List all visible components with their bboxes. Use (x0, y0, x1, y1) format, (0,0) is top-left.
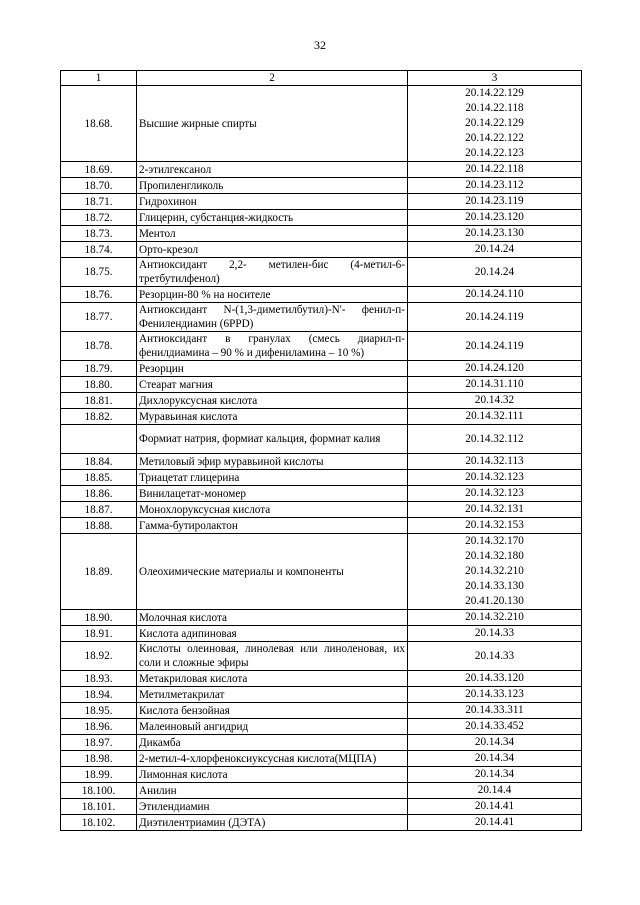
row-number: 18.74. (61, 242, 137, 258)
table-row (61, 258, 582, 287)
code-value: 20.14.24.119 (465, 310, 524, 323)
code-value: 20.14.33.311 (465, 704, 524, 716)
code-value: 20.14.24.110 (465, 288, 524, 300)
table-row (61, 534, 582, 610)
row-codes (408, 454, 582, 470)
row-codes (408, 393, 582, 409)
column-header-1: 1 (61, 71, 137, 86)
row-codes (408, 719, 582, 735)
row-name: Стеарат магния (137, 377, 408, 393)
row-number: 18.75. (61, 258, 137, 287)
table-row (61, 703, 582, 719)
row-codes (408, 226, 582, 242)
table-row (61, 393, 582, 409)
code-value: 20.14.22.129 (465, 117, 524, 129)
row-codes (408, 377, 582, 393)
row-name: 2-метил-4-хлорфеноксиуксусная кислота(МЦПА) (137, 751, 408, 767)
table-row (61, 226, 582, 242)
code-value: 20.14.22.129 (465, 87, 524, 99)
table-row (61, 719, 582, 735)
code-value: 20.14.32.210 (465, 611, 524, 623)
row-name: Дикамба (137, 735, 408, 751)
code-value: 20.14.22.122 (465, 132, 524, 144)
row-codes (408, 178, 582, 194)
table-row (61, 287, 582, 303)
row-number: 18.86. (61, 486, 137, 502)
row-name: Ментол (137, 226, 408, 242)
row-codes (408, 518, 582, 534)
code-value: 20.14.22.123 (465, 147, 524, 159)
code-value: 20.14.32.111 (465, 410, 524, 422)
code-value: 20.14.32.113 (465, 455, 524, 467)
row-codes (408, 626, 582, 642)
code-value: 20.14.32.123 (465, 471, 524, 483)
table-body (61, 86, 582, 831)
code-value: 20.14.24.119 (465, 339, 524, 352)
row-number: 18.72. (61, 210, 137, 226)
table-header-row (61, 71, 582, 86)
row-codes (408, 303, 582, 332)
code-value: 20.14.34 (474, 768, 515, 780)
table-row (61, 470, 582, 486)
row-name: Резорцин (137, 361, 408, 377)
row-number (61, 425, 137, 454)
table-row (61, 735, 582, 751)
table-row (61, 210, 582, 226)
row-codes (408, 671, 582, 687)
table-row (61, 610, 582, 626)
row-name: Орто-крезол (137, 242, 408, 258)
row-number: 18.93. (61, 671, 137, 687)
code-value: 20.14.32.131 (465, 503, 524, 515)
row-name: Пропиленгликоль (137, 178, 408, 194)
table-row (61, 178, 582, 194)
code-value: 20.14.34 (474, 736, 515, 748)
code-value: 20.14.33.120 (465, 672, 524, 684)
row-number: 18.78. (61, 332, 137, 361)
row-number: 18.101. (61, 799, 137, 815)
row-codes (408, 86, 582, 162)
row-name: Гидрохинон (137, 194, 408, 210)
table-row (61, 303, 582, 332)
row-codes (408, 783, 582, 799)
table-row (61, 425, 582, 454)
row-number: 18.102. (61, 815, 137, 831)
table-row (61, 751, 582, 767)
row-codes (408, 751, 582, 767)
row-number: 18.73. (61, 226, 137, 242)
table-row (61, 642, 582, 671)
row-codes (408, 210, 582, 226)
row-codes (408, 687, 582, 703)
row-name: Триацетат глицерина (137, 470, 408, 486)
row-name: Винилацетат-мономер (137, 486, 408, 502)
row-name: Высшие жирные спирты (137, 86, 408, 162)
row-codes (408, 470, 582, 486)
row-codes (408, 799, 582, 815)
row-name: Глицерин, субстанция-жидкость (137, 210, 408, 226)
row-name: Метилметакрилат (137, 687, 408, 703)
row-name: Малеиновый ангидрид (137, 719, 408, 735)
row-name: Монохлоруксусная кислота (137, 502, 408, 518)
row-number: 18.71. (61, 194, 137, 210)
code-value: 20.14.32 (474, 394, 515, 406)
table-row (61, 815, 582, 831)
row-number: 18.85. (61, 470, 137, 486)
table-row (61, 162, 582, 178)
table-row (61, 626, 582, 642)
row-number: 18.97. (61, 735, 137, 751)
row-codes (408, 735, 582, 751)
row-codes (408, 815, 582, 831)
row-number: 18.94. (61, 687, 137, 703)
row-codes (408, 242, 582, 258)
table-row (61, 687, 582, 703)
code-value: 20.14.23.119 (465, 195, 524, 207)
row-name: Диэтилентриамин (ДЭТА) (137, 815, 408, 831)
row-number: 18.90. (61, 610, 137, 626)
table-row (61, 454, 582, 470)
table-row (61, 242, 582, 258)
code-value: 20.14.32.180 (465, 550, 524, 562)
code-value: 20.14.23.130 (465, 227, 524, 239)
document-table (60, 70, 582, 831)
table-row (61, 518, 582, 534)
row-number: 18.92. (61, 642, 137, 671)
table-row (61, 502, 582, 518)
row-name: Антиоксидант N-(1,3-диметилбутил)-N'- фенил-п-Фенилендиамин (6PPD) (137, 303, 408, 332)
code-value: 20.14.33.130 (465, 580, 524, 592)
row-number: 18.79. (61, 361, 137, 377)
row-number: 18.68. (61, 86, 137, 162)
row-codes (408, 642, 582, 671)
code-value: 20.14.33.452 (465, 720, 524, 732)
page-number: 32 (314, 38, 326, 52)
row-name: Кислоты олеиновая, линолевая или линоленовая, их соли и сложные эфиры (137, 642, 408, 671)
table-row (61, 783, 582, 799)
row-codes (408, 194, 582, 210)
row-codes (408, 287, 582, 303)
row-number: 18.84. (61, 454, 137, 470)
row-name: Метакриловая кислота (137, 671, 408, 687)
code-value: 20.14.41 (474, 800, 515, 812)
table-row (61, 194, 582, 210)
row-name: Антиоксидант 2,2- метилен-бис (4-метил-6-третбутилфенол) (137, 258, 408, 287)
row-codes (408, 332, 582, 361)
row-name: Антиоксидант в гранулах (смесь диарил-п-фенилдиамина – 90 % и дифениламина – 10 %) (137, 332, 408, 361)
row-number: 18.76. (61, 287, 137, 303)
row-name: Этилендиамин (137, 799, 408, 815)
row-number: 18.87. (61, 502, 137, 518)
row-name: Метиловый эфир муравьиной кислоты (137, 454, 408, 470)
row-number: 18.70. (61, 178, 137, 194)
table-row (61, 671, 582, 687)
code-value: 20.14.24 (474, 243, 515, 255)
row-name: Анилин (137, 783, 408, 799)
row-codes (408, 258, 582, 287)
table-row (61, 361, 582, 377)
row-number: 18.82. (61, 409, 137, 425)
row-name: Резорцин-80 % на носителе (137, 287, 408, 303)
row-name: Кислота адипиновая (137, 626, 408, 642)
row-name: Олеохимические материалы и компоненты (137, 534, 408, 610)
table-row (61, 409, 582, 425)
row-number: 18.77. (61, 303, 137, 332)
table-row (61, 486, 582, 502)
row-name: Дихлоруксусная кислота (137, 393, 408, 409)
code-value: 20.14.24 (474, 265, 515, 278)
code-value: 20.14.32.210 (465, 565, 524, 577)
code-value: 20.14.32.123 (465, 487, 524, 499)
row-number: 18.99. (61, 767, 137, 783)
table-row (61, 86, 582, 162)
code-value: 20.14.33.123 (465, 688, 524, 700)
row-number: 18.88. (61, 518, 137, 534)
row-number: 18.80. (61, 377, 137, 393)
row-number: 18.100. (61, 783, 137, 799)
row-name: Молочная кислота (137, 610, 408, 626)
row-number: 18.91. (61, 626, 137, 642)
row-codes (408, 610, 582, 626)
code-value: 20.14.33 (474, 649, 515, 662)
code-value: 20.14.31.110 (465, 378, 524, 390)
row-codes (408, 425, 582, 454)
table-row (61, 332, 582, 361)
row-number: 18.95. (61, 703, 137, 719)
row-name: Лимонная кислота (137, 767, 408, 783)
code-value: 20.14.33 (474, 627, 515, 639)
code-value: 20.14.32.112 (465, 432, 524, 445)
row-name: Кислота бензойная (137, 703, 408, 719)
row-name: Формиат натрия, формиат кальция, формиат калия (137, 425, 408, 454)
row-codes (408, 703, 582, 719)
row-number: 18.98. (61, 751, 137, 767)
code-value: 20.14.22.118 (465, 102, 524, 114)
code-value: 20.14.4 (477, 784, 512, 796)
table-row (61, 767, 582, 783)
row-number: 18.69. (61, 162, 137, 178)
row-codes (408, 409, 582, 425)
row-codes (408, 162, 582, 178)
row-name: 2-этилгексанол (137, 162, 408, 178)
code-value: 20.14.41 (474, 816, 515, 828)
row-number: 18.96. (61, 719, 137, 735)
table-row (61, 799, 582, 815)
code-value: 20.14.22.118 (465, 163, 524, 175)
column-header-2: 2 (137, 71, 408, 86)
code-value: 20.14.32.170 (465, 535, 524, 547)
row-codes (408, 361, 582, 377)
code-value: 20.14.34 (474, 752, 515, 764)
row-name: Гамма-бутиролактон (137, 518, 408, 534)
table-row (61, 377, 582, 393)
row-number: 18.81. (61, 393, 137, 409)
code-value: 20.14.32.153 (465, 519, 524, 531)
row-codes (408, 767, 582, 783)
row-name: Муравьиная кислота (137, 409, 408, 425)
code-value: 20.14.23.112 (465, 179, 524, 191)
row-codes (408, 502, 582, 518)
row-codes (408, 486, 582, 502)
column-header-3: 3 (408, 71, 582, 86)
code-value: 20.41.20.130 (465, 595, 524, 607)
row-codes (408, 534, 582, 610)
row-number: 18.89. (61, 534, 137, 610)
code-value: 20.14.24.120 (465, 362, 524, 374)
code-value: 20.14.23.120 (465, 211, 524, 223)
